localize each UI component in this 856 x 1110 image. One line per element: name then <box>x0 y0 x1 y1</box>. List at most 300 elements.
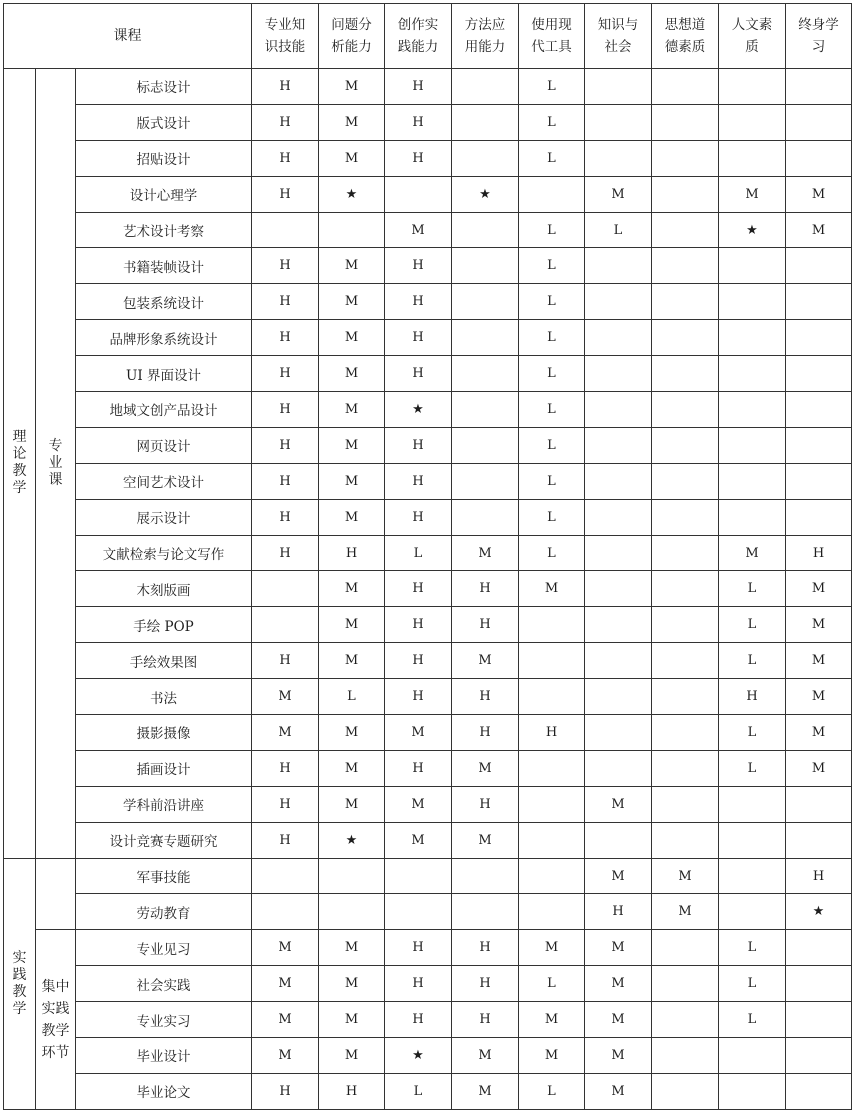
category-label: 实践教学 <box>12 949 27 1017</box>
mark-cell <box>452 392 519 428</box>
mark-cell <box>719 1038 786 1074</box>
course-name: 手绘效果图 <box>76 643 252 679</box>
mark-cell <box>719 463 786 499</box>
mark-cell <box>585 392 652 428</box>
table-row <box>4 930 852 966</box>
mark-cell: M <box>585 1002 652 1038</box>
mark-cell <box>585 427 652 463</box>
mark-cell <box>452 104 519 140</box>
mark-cell: M <box>319 284 385 320</box>
mark-cell: M <box>519 930 585 966</box>
table-row <box>4 356 852 392</box>
mark-cell: L <box>519 427 585 463</box>
mark-cell: H <box>385 966 452 1002</box>
mark-cell: ★ <box>452 176 519 212</box>
mark-cell <box>585 69 652 105</box>
table-row <box>4 104 852 140</box>
mark-cell <box>585 320 652 356</box>
mark-cell <box>585 248 652 284</box>
mark-cell: M <box>385 822 452 858</box>
mark-cell <box>452 894 519 930</box>
mark-cell <box>452 858 519 894</box>
mark-cell: H <box>252 643 319 679</box>
mark-cell: M <box>252 1002 319 1038</box>
mark-cell: H <box>252 140 319 176</box>
mark-cell: L <box>719 1002 786 1038</box>
mark-cell <box>719 499 786 535</box>
mark-cell <box>452 284 519 320</box>
mark-cell <box>319 894 385 930</box>
mark-cell: ★ <box>319 176 385 212</box>
mark-cell <box>652 966 719 1002</box>
mark-cell: H <box>385 463 452 499</box>
table-row <box>4 715 852 751</box>
mark-cell: H <box>452 679 519 715</box>
mark-cell: H <box>452 1002 519 1038</box>
column-header <box>252 4 319 69</box>
mark-cell: M <box>319 499 385 535</box>
mark-cell <box>452 248 519 284</box>
course-name: 学科前沿讲座 <box>76 786 252 822</box>
mark-cell: M <box>719 535 786 571</box>
mark-cell: H <box>385 69 452 105</box>
mark-cell <box>652 104 719 140</box>
mark-cell <box>719 858 786 894</box>
column-header <box>719 4 786 69</box>
mark-cell <box>652 786 719 822</box>
mark-cell: H <box>719 679 786 715</box>
course-name: 地域文创产品设计 <box>76 392 252 428</box>
mark-cell: M <box>252 966 319 1002</box>
mark-cell <box>385 176 452 212</box>
mark-cell <box>385 858 452 894</box>
mark-cell: M <box>319 356 385 392</box>
course-name: 毕业论文 <box>76 1073 252 1109</box>
mark-cell: L <box>519 104 585 140</box>
mark-cell: M <box>252 679 319 715</box>
course-name: 插画设计 <box>76 750 252 786</box>
mark-cell <box>786 284 852 320</box>
mark-cell: M <box>452 535 519 571</box>
mark-cell: H <box>385 284 452 320</box>
mark-cell: H <box>252 69 319 105</box>
mark-cell <box>319 212 385 248</box>
mark-cell <box>652 607 719 643</box>
mark-cell: M <box>719 176 786 212</box>
mark-cell: L <box>719 930 786 966</box>
mark-cell: M <box>652 894 719 930</box>
mark-cell: M <box>319 607 385 643</box>
mark-cell <box>252 607 319 643</box>
mark-cell: M <box>319 715 385 751</box>
mark-cell <box>719 248 786 284</box>
column-header <box>319 4 385 69</box>
course-name: 军事技能 <box>76 858 252 894</box>
mark-cell <box>652 284 719 320</box>
mark-cell <box>585 140 652 176</box>
mark-cell: M <box>319 930 385 966</box>
mark-cell: M <box>786 643 852 679</box>
table-row <box>4 822 852 858</box>
table-row <box>4 786 852 822</box>
mark-cell: L <box>519 320 585 356</box>
mark-cell: M <box>519 571 585 607</box>
mark-cell <box>719 320 786 356</box>
course-name: 书法 <box>76 679 252 715</box>
table-row <box>4 427 852 463</box>
subcategory-label: 专业课 <box>48 437 63 488</box>
mark-cell: H <box>252 104 319 140</box>
mark-cell: H <box>385 320 452 356</box>
mark-cell <box>652 463 719 499</box>
mark-cell: L <box>719 643 786 679</box>
course-name: 摄影摄像 <box>76 715 252 751</box>
course-name: 设计竞赛专题研究 <box>76 822 252 858</box>
mark-cell: M <box>452 643 519 679</box>
mark-cell <box>719 786 786 822</box>
mark-cell: L <box>519 69 585 105</box>
course-name: 展示设计 <box>76 499 252 535</box>
course-name: UI 界面设计 <box>76 356 252 392</box>
mark-cell: H <box>252 248 319 284</box>
mark-cell <box>585 822 652 858</box>
mark-cell <box>719 104 786 140</box>
mark-cell <box>452 356 519 392</box>
mark-cell <box>719 894 786 930</box>
mark-cell: H <box>385 679 452 715</box>
mark-cell: L <box>519 140 585 176</box>
mark-cell: M <box>519 1002 585 1038</box>
mark-cell: M <box>786 679 852 715</box>
mark-cell <box>652 643 719 679</box>
column-header-label: 终身学习 <box>798 17 839 55</box>
mark-cell <box>519 822 585 858</box>
mark-cell: ★ <box>385 1038 452 1074</box>
mark-cell <box>652 176 719 212</box>
mark-cell: M <box>786 607 852 643</box>
mark-cell: L <box>519 392 585 428</box>
mark-cell: M <box>585 1073 652 1109</box>
mark-cell <box>786 499 852 535</box>
column-header-label: 方法应用能力 <box>464 17 506 55</box>
table-row <box>4 392 852 428</box>
matrix-body <box>4 69 852 1110</box>
course-name: 手绘 POP <box>76 607 252 643</box>
mark-cell <box>652 320 719 356</box>
mark-cell <box>585 715 652 751</box>
mark-cell: M <box>385 786 452 822</box>
subcategory-cell <box>36 69 76 859</box>
course-name: 劳动教育 <box>76 894 252 930</box>
mark-cell: M <box>786 715 852 751</box>
mark-cell <box>585 571 652 607</box>
mark-cell: H <box>385 140 452 176</box>
mark-cell: H <box>252 535 319 571</box>
mark-cell: M <box>452 1073 519 1109</box>
column-header-label: 思想道德素质 <box>664 17 706 55</box>
mark-cell: M <box>319 750 385 786</box>
table-row <box>4 679 852 715</box>
course-name: 社会实践 <box>76 966 252 1002</box>
mark-cell: M <box>385 715 452 751</box>
mark-cell <box>786 786 852 822</box>
mark-cell: M <box>319 966 385 1002</box>
mark-cell: H <box>519 715 585 751</box>
mark-cell: M <box>319 1038 385 1074</box>
table-row <box>4 176 852 212</box>
mark-cell: M <box>452 822 519 858</box>
mark-cell: L <box>519 966 585 1002</box>
category-cell <box>4 858 36 1109</box>
table-row <box>4 1073 852 1109</box>
mark-cell <box>786 140 852 176</box>
mark-cell <box>652 427 719 463</box>
column-header <box>652 4 719 69</box>
table-row <box>4 966 852 1002</box>
mark-cell <box>719 140 786 176</box>
category-cell <box>4 69 36 859</box>
table-row <box>4 535 852 571</box>
mark-cell: L <box>519 356 585 392</box>
column-header <box>585 4 652 69</box>
mark-cell: H <box>385 248 452 284</box>
mark-cell <box>252 858 319 894</box>
mark-cell: M <box>786 571 852 607</box>
course-name: 书籍装帧设计 <box>76 248 252 284</box>
mark-cell <box>519 786 585 822</box>
mark-cell: H <box>385 930 452 966</box>
mark-cell: H <box>385 607 452 643</box>
column-header <box>519 4 585 69</box>
mark-cell: ★ <box>719 212 786 248</box>
table-row <box>4 571 852 607</box>
mark-cell: H <box>319 535 385 571</box>
mark-cell <box>786 248 852 284</box>
column-header <box>452 4 519 69</box>
mark-cell: L <box>719 607 786 643</box>
mark-cell <box>585 643 652 679</box>
column-header-label: 知识与社会 <box>597 17 639 55</box>
course-name: 专业实习 <box>76 1002 252 1038</box>
mark-cell: L <box>519 535 585 571</box>
mark-cell: M <box>585 1038 652 1074</box>
mark-cell: M <box>319 248 385 284</box>
course-name: 空间艺术设计 <box>76 463 252 499</box>
mark-cell: H <box>452 786 519 822</box>
mark-cell <box>652 750 719 786</box>
table-row <box>4 1038 852 1074</box>
mark-cell: H <box>786 535 852 571</box>
mark-cell: H <box>585 894 652 930</box>
column-header <box>786 4 852 69</box>
mark-cell: L <box>719 750 786 786</box>
mark-cell <box>252 212 319 248</box>
course-name: 艺术设计考察 <box>76 212 252 248</box>
mark-cell: ★ <box>319 822 385 858</box>
mark-cell <box>519 607 585 643</box>
mark-cell <box>719 392 786 428</box>
mark-cell: M <box>786 750 852 786</box>
course-name: 包装系统设计 <box>76 284 252 320</box>
mark-cell: M <box>452 1038 519 1074</box>
mark-cell <box>585 750 652 786</box>
mark-cell <box>585 463 652 499</box>
course-name: 网页设计 <box>76 427 252 463</box>
mark-cell <box>585 104 652 140</box>
mark-cell: M <box>319 392 385 428</box>
mark-cell: H <box>452 571 519 607</box>
header-row <box>4 4 852 69</box>
table-row <box>4 212 852 248</box>
course-name: 招贴设计 <box>76 140 252 176</box>
mark-cell <box>786 356 852 392</box>
mark-cell <box>585 356 652 392</box>
mark-cell: M <box>252 715 319 751</box>
mark-cell: M <box>786 176 852 212</box>
column-header-label: 专业知识技能 <box>264 17 306 55</box>
mark-cell <box>452 499 519 535</box>
mark-cell: M <box>585 966 652 1002</box>
mark-cell <box>452 463 519 499</box>
mark-cell <box>652 1002 719 1038</box>
mark-cell <box>585 284 652 320</box>
mark-cell: L <box>519 499 585 535</box>
course-name: 木刻版画 <box>76 571 252 607</box>
table-row <box>4 643 852 679</box>
course-name: 标志设计 <box>76 69 252 105</box>
course-name: 文献检索与论文写作 <box>76 535 252 571</box>
mark-cell <box>652 571 719 607</box>
mark-cell: M <box>452 750 519 786</box>
mark-cell <box>652 69 719 105</box>
mark-cell: H <box>252 463 319 499</box>
mark-cell: L <box>719 966 786 1002</box>
mark-cell <box>652 212 719 248</box>
mark-cell <box>652 535 719 571</box>
mark-cell: H <box>252 1073 319 1109</box>
mark-cell <box>652 822 719 858</box>
mark-cell: M <box>319 1002 385 1038</box>
mark-cell <box>385 894 452 930</box>
mark-cell <box>652 930 719 966</box>
mark-cell: M <box>519 1038 585 1074</box>
mark-cell: H <box>319 1073 385 1109</box>
mark-cell: ★ <box>786 894 852 930</box>
course-ability-matrix <box>3 3 852 1110</box>
table-row <box>4 499 852 535</box>
mark-cell <box>786 1002 852 1038</box>
mark-cell: L <box>719 715 786 751</box>
mark-cell <box>652 715 719 751</box>
mark-cell <box>652 356 719 392</box>
course-name: 设计心理学 <box>76 176 252 212</box>
mark-cell: H <box>385 750 452 786</box>
mark-cell: L <box>519 248 585 284</box>
mark-cell: H <box>252 427 319 463</box>
mark-cell: H <box>452 607 519 643</box>
mark-cell <box>652 1038 719 1074</box>
mark-cell: M <box>585 858 652 894</box>
mark-cell <box>719 356 786 392</box>
mark-cell: H <box>385 427 452 463</box>
mark-cell <box>786 1038 852 1074</box>
mark-cell: M <box>319 463 385 499</box>
table-row <box>4 1002 852 1038</box>
mark-cell: H <box>452 715 519 751</box>
mark-cell: H <box>385 104 452 140</box>
course-name: 专业见习 <box>76 930 252 966</box>
mark-cell: H <box>252 356 319 392</box>
mark-cell: M <box>252 1038 319 1074</box>
mark-cell: M <box>585 176 652 212</box>
mark-cell <box>652 499 719 535</box>
mark-cell: H <box>786 858 852 894</box>
course-name: 版式设计 <box>76 104 252 140</box>
mark-cell: M <box>585 930 652 966</box>
column-header-label: 问题分析能力 <box>331 17 372 55</box>
mark-cell: M <box>319 571 385 607</box>
mark-cell: L <box>519 212 585 248</box>
table-row <box>4 140 852 176</box>
table-row <box>4 248 852 284</box>
mark-cell <box>519 176 585 212</box>
subcategory-cell <box>36 858 76 930</box>
mark-cell: M <box>652 858 719 894</box>
mark-cell <box>319 858 385 894</box>
mark-cell: L <box>385 1073 452 1109</box>
mark-cell: M <box>319 320 385 356</box>
mark-cell: H <box>452 966 519 1002</box>
mark-cell <box>652 392 719 428</box>
mark-cell <box>652 140 719 176</box>
mark-cell <box>452 69 519 105</box>
mark-cell <box>252 571 319 607</box>
mark-cell <box>452 320 519 356</box>
mark-cell <box>719 284 786 320</box>
table-row <box>4 750 852 786</box>
course-name: 品牌形象系统设计 <box>76 320 252 356</box>
mark-cell: L <box>719 571 786 607</box>
mark-cell <box>652 1073 719 1109</box>
mark-cell <box>786 320 852 356</box>
mark-cell <box>786 1073 852 1109</box>
mark-cell: L <box>519 284 585 320</box>
mark-cell: H <box>252 392 319 428</box>
mark-cell <box>585 679 652 715</box>
mark-cell: L <box>385 535 452 571</box>
mark-cell <box>786 822 852 858</box>
mark-cell: M <box>319 69 385 105</box>
mark-cell <box>719 427 786 463</box>
mark-cell: M <box>385 212 452 248</box>
mark-cell: H <box>385 499 452 535</box>
mark-cell <box>719 69 786 105</box>
mark-cell: L <box>519 463 585 499</box>
mark-cell <box>719 822 786 858</box>
mark-cell: M <box>252 930 319 966</box>
mark-cell: H <box>252 284 319 320</box>
mark-cell: H <box>385 1002 452 1038</box>
mark-cell <box>786 463 852 499</box>
table-row <box>4 607 852 643</box>
subcategory-cell <box>36 930 76 1109</box>
mark-cell <box>652 248 719 284</box>
mark-cell: H <box>385 643 452 679</box>
mark-cell <box>786 69 852 105</box>
mark-cell: M <box>585 786 652 822</box>
mark-cell <box>452 427 519 463</box>
course-name: 毕业设计 <box>76 1038 252 1074</box>
